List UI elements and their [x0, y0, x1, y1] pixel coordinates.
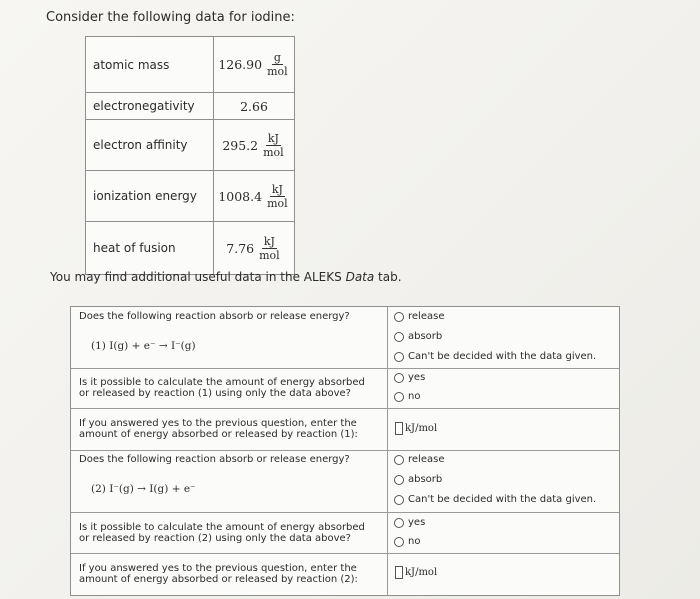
- option-release[interactable]: release: [394, 311, 444, 322]
- property-label: electronegativity: [86, 93, 214, 120]
- option-cant-decide[interactable]: Can't be decided with the data given.: [394, 351, 596, 362]
- radio-button[interactable]: [394, 518, 404, 528]
- property-value: 295.2: [222, 137, 259, 153]
- question-row: [71, 409, 619, 451]
- reaction-equation: (1) I(g) + e⁻ → I⁻(g): [91, 340, 196, 352]
- data-tab-link: Data: [345, 270, 375, 284]
- reaction-equation: (2) I⁻(g) → I(g) + e⁻: [91, 483, 196, 495]
- radio-button[interactable]: [394, 392, 404, 402]
- iodine-data-table: [85, 36, 295, 275]
- radio-button[interactable]: [394, 352, 404, 362]
- unit-fraction: $\frac{kJ}{\text{mol}}$: [267, 182, 288, 210]
- option-release[interactable]: release: [394, 454, 444, 465]
- property-value: 7.76: [226, 240, 255, 256]
- unit-fraction: $\frac{g}{\text{mol}}$: [267, 51, 288, 78]
- option-yes[interactable]: yes: [394, 517, 425, 528]
- property-label: electron affinity: [86, 120, 214, 171]
- table-row: [86, 222, 295, 275]
- option-absorb[interactable]: absorb: [394, 331, 442, 342]
- unit-label: kJ/mol: [405, 567, 438, 578]
- question-row: [71, 554, 619, 595]
- question-text: If you answered yes to the previous question, enter the amount of energy absorbed or released by reaction (1):: [79, 418, 358, 440]
- question-table: [70, 306, 620, 596]
- property-value: 126.90: [218, 57, 263, 72]
- question-row: [71, 451, 619, 513]
- option-cant-decide[interactable]: Can't be decided with the data given.: [394, 494, 596, 505]
- question-row: [71, 513, 619, 554]
- radio-button[interactable]: [394, 475, 404, 485]
- unit-fraction: $\frac{kJ}{\text{mol}}$: [263, 131, 284, 159]
- intro-text: Consider the following data for iodine:: [46, 10, 295, 25]
- data-tab-note: You may find additional useful data in the ALEKS Data tab.: [50, 270, 402, 284]
- radio-button[interactable]: [394, 495, 404, 505]
- energy-answer-input[interactable]: [395, 566, 437, 579]
- unit-label: kJ/mol: [405, 423, 438, 434]
- question-text: If you answered yes to the previous question, enter the amount of energy absorbed or released by reaction (2):: [79, 563, 358, 585]
- unit-fraction: $\frac{kJ}{\text{mol}}$: [259, 234, 280, 262]
- radio-button[interactable]: [394, 373, 404, 383]
- property-value: 1008.4: [218, 188, 263, 204]
- question-text: Is it possible to calculate the amount of energy absorbed or released by reaction (2) using only the data above?: [79, 522, 365, 544]
- property-label: ionization energy: [86, 171, 214, 222]
- energy-answer-input[interactable]: [395, 422, 437, 435]
- radio-button[interactable]: [394, 312, 404, 322]
- table-row: [86, 93, 295, 120]
- question-text: Is it possible to calculate the amount of energy absorbed or released by reaction (1) using only the data above?: [79, 377, 365, 399]
- option-no[interactable]: no: [394, 536, 420, 547]
- question-text: Does the following reaction absorb or release energy?: [79, 454, 350, 465]
- table-row: [86, 171, 295, 222]
- property-value: 2.66: [240, 98, 268, 114]
- option-yes[interactable]: yes: [394, 372, 425, 383]
- property-label: heat of fusion: [86, 222, 214, 275]
- option-no[interactable]: no: [394, 391, 420, 402]
- radio-button[interactable]: [394, 455, 404, 465]
- answer-field[interactable]: [395, 566, 403, 579]
- radio-button[interactable]: [394, 537, 404, 547]
- radio-button[interactable]: [394, 332, 404, 342]
- property-label: atomic mass: [86, 37, 214, 93]
- question-row: [71, 307, 619, 369]
- question-text: Does the following reaction absorb or release energy?: [79, 311, 350, 322]
- question-row: [71, 369, 619, 409]
- answer-field[interactable]: [395, 422, 403, 435]
- option-absorb[interactable]: absorb: [394, 474, 442, 485]
- table-row: [86, 37, 295, 93]
- table-row: [86, 120, 295, 171]
